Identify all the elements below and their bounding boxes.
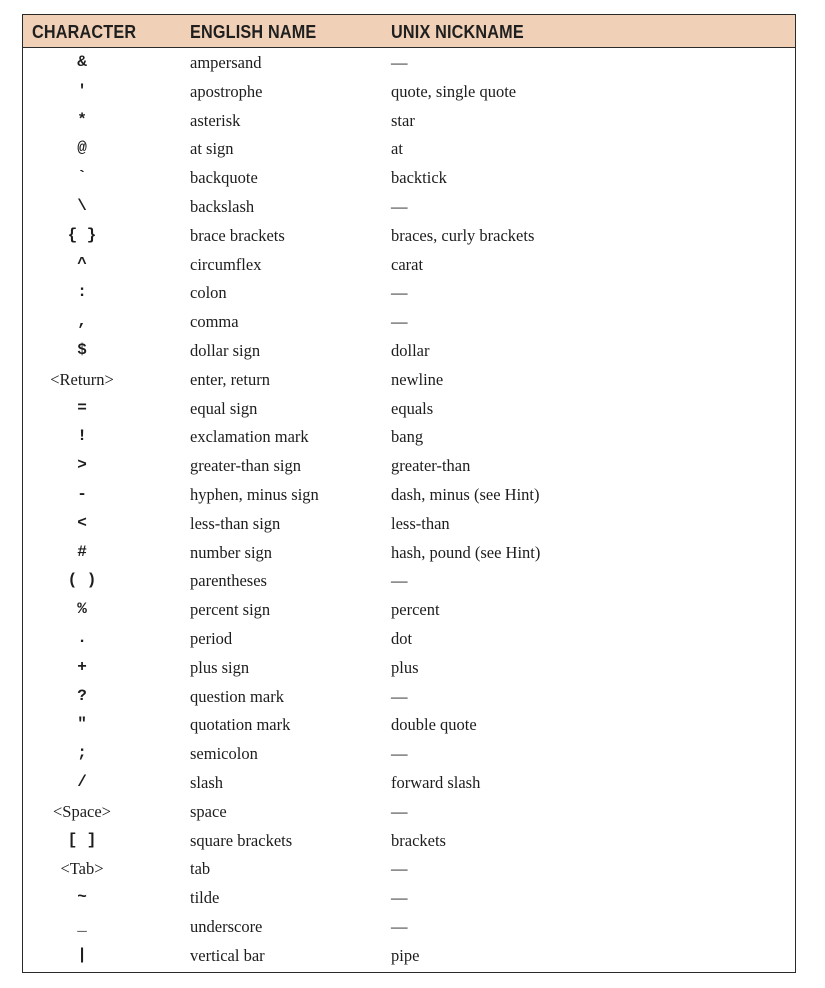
- english-name-cell: number sign: [190, 542, 273, 562]
- table-row: [23, 134, 795, 163]
- table-row: [23, 192, 795, 221]
- unix-nickname-cell: —: [391, 571, 408, 591]
- unix-nickname-cell: greater-than: [391, 456, 471, 476]
- unix-nickname-cell: less-than: [391, 513, 450, 533]
- character-cell: ': [77, 81, 87, 100]
- table-row: [23, 307, 795, 336]
- character-cell: >: [77, 456, 87, 475]
- table-row: [23, 394, 795, 423]
- unix-nickname-cell: —: [391, 53, 408, 72]
- table-row: [23, 912, 795, 941]
- english-name-cell: space: [190, 801, 227, 821]
- table-row: [23, 682, 795, 711]
- unix-nickname-cell: brackets: [391, 830, 446, 850]
- character-cell: ~: [77, 888, 87, 907]
- character-cell: +: [77, 657, 87, 676]
- table-row: [23, 77, 795, 106]
- table-row: [23, 163, 795, 192]
- english-name-cell: enter, return: [190, 369, 270, 389]
- header-english-name: ENGLISH NAME: [190, 22, 317, 42]
- unix-nickname-cell: quote, single quote: [391, 81, 517, 101]
- unix-nickname-cell: dash, minus (see Hint): [391, 484, 540, 504]
- unix-nickname-cell: percent: [391, 600, 440, 620]
- english-name-cell: colon: [190, 283, 227, 303]
- english-name-cell: percent sign: [190, 600, 271, 620]
- unix-nickname-cell: hash, pound (see Hint): [391, 542, 541, 562]
- table-row: [23, 451, 795, 480]
- unix-nickname-cell: —: [391, 916, 408, 936]
- table-row: [23, 422, 795, 451]
- unix-nickname-cell: —: [391, 312, 408, 332]
- header-character: CHARACTER: [32, 22, 137, 42]
- english-name-cell: semicolon: [190, 744, 258, 764]
- character-cell: ,: [77, 312, 87, 331]
- unix-nickname-cell: —: [391, 888, 408, 908]
- character-cell: ^: [77, 254, 87, 273]
- character-cell: _: [77, 916, 87, 935]
- unix-nickname-cell: forward slash: [391, 772, 481, 792]
- unix-nickname-cell: —: [391, 859, 408, 879]
- unix-nickname-cell: dollar: [391, 340, 430, 360]
- character-cell: { }: [67, 225, 97, 244]
- table-row: [23, 250, 795, 279]
- character-cell: `: [77, 168, 87, 187]
- table-row: [23, 336, 795, 365]
- character-cell: <: [77, 513, 87, 532]
- english-name-cell: vertical bar: [190, 945, 265, 965]
- english-name-cell: backquote: [190, 168, 258, 188]
- unix-nickname-cell: bang: [391, 427, 424, 447]
- english-name-cell: circumflex: [190, 254, 262, 274]
- table-row: [23, 710, 795, 739]
- english-name-cell: parentheses: [190, 571, 267, 591]
- character-cell: @: [77, 139, 87, 158]
- table-row: [23, 854, 795, 883]
- table-row: [23, 221, 795, 250]
- table-row: [23, 883, 795, 912]
- character-cell: !: [77, 427, 87, 446]
- table-row: [23, 826, 795, 855]
- character-cell: /: [77, 772, 87, 791]
- unix-nickname-cell: —: [391, 686, 408, 706]
- english-name-cell: asterisk: [190, 110, 241, 130]
- unix-nickname-cell: pipe: [391, 945, 420, 965]
- unix-nickname-cell: double quote: [391, 715, 477, 735]
- header-unix-nickname: UNIX NICKNAME: [391, 22, 524, 42]
- english-name-cell: question mark: [190, 686, 284, 706]
- unix-nickname-cell: star: [391, 110, 415, 130]
- character-cell: =: [77, 398, 87, 417]
- table-row: [23, 278, 795, 307]
- character-cell: ( ): [67, 571, 97, 590]
- english-name-cell: underscore: [190, 916, 263, 936]
- table-row: [23, 538, 795, 567]
- english-name-cell: at sign: [190, 139, 234, 159]
- unix-nickname-cell: —: [391, 744, 408, 764]
- character-cell: [ ]: [67, 830, 97, 849]
- table-row: [23, 768, 795, 797]
- english-name-cell: tilde: [190, 888, 220, 908]
- character-cell: ?: [77, 686, 87, 705]
- english-name-cell: slash: [190, 772, 223, 792]
- unix-nickname-cell: —: [391, 196, 408, 216]
- character-cell: &: [77, 53, 87, 71]
- unix-nickname-cell: at: [391, 139, 403, 159]
- character-cell: ;: [77, 744, 87, 763]
- character-cell: <Tab>: [60, 859, 104, 879]
- table-row: [23, 653, 795, 682]
- table-row: [23, 595, 795, 624]
- table-row: [23, 509, 795, 538]
- character-table: [22, 14, 796, 973]
- table-row: [23, 48, 795, 77]
- english-name-cell: square brackets: [190, 830, 293, 850]
- unix-nickname-cell: braces, curly brackets: [391, 225, 535, 245]
- character-cell: <Return>: [50, 369, 114, 389]
- unix-nickname-cell: —: [391, 801, 408, 821]
- table-row: [23, 941, 795, 970]
- table-row: [23, 566, 795, 595]
- english-name-cell: greater-than sign: [190, 456, 301, 476]
- english-name-cell: equal sign: [190, 398, 258, 418]
- character-cell: .: [77, 628, 87, 647]
- english-name-cell: ampersand: [190, 53, 262, 72]
- table-row: [23, 480, 795, 509]
- english-name-cell: dollar sign: [190, 340, 261, 360]
- character-cell: %: [77, 600, 87, 619]
- character-cell: :: [77, 283, 87, 302]
- character-cell: *: [77, 110, 87, 129]
- character-cell: \: [77, 196, 87, 215]
- unix-nickname-cell: carat: [391, 254, 424, 274]
- english-name-cell: period: [190, 628, 233, 648]
- english-name-cell: plus sign: [190, 657, 250, 677]
- character-cell: |: [77, 945, 87, 964]
- unix-nickname-cell: —: [391, 283, 408, 303]
- table-row: [23, 797, 795, 826]
- character-cell: ": [77, 715, 87, 734]
- unix-nickname-cell: dot: [391, 628, 413, 648]
- table-row: [23, 365, 795, 394]
- english-name-cell: less-than sign: [190, 513, 281, 533]
- table-header: [23, 15, 795, 48]
- character-cell: $: [77, 340, 87, 359]
- character-cell: -: [77, 484, 87, 503]
- table-row: [23, 739, 795, 768]
- english-name-cell: hyphen, minus sign: [190, 484, 319, 504]
- english-name-cell: exclamation mark: [190, 427, 309, 447]
- character-cell: #: [77, 542, 87, 561]
- unix-nickname-cell: backtick: [391, 168, 447, 188]
- table-row: [23, 106, 795, 135]
- english-name-cell: brace brackets: [190, 225, 285, 245]
- english-name-cell: quotation mark: [190, 715, 291, 735]
- unix-nickname-cell: equals: [391, 398, 434, 418]
- character-cell: <Space>: [52, 801, 111, 821]
- english-name-cell: tab: [190, 859, 211, 879]
- unix-nickname-cell: plus: [391, 657, 419, 677]
- english-name-cell: comma: [190, 312, 239, 332]
- english-name-cell: apostrophe: [190, 81, 263, 101]
- table-row: [23, 624, 795, 653]
- table-body: [23, 48, 795, 970]
- english-name-cell: backslash: [190, 196, 255, 216]
- unix-nickname-cell: newline: [391, 369, 444, 389]
